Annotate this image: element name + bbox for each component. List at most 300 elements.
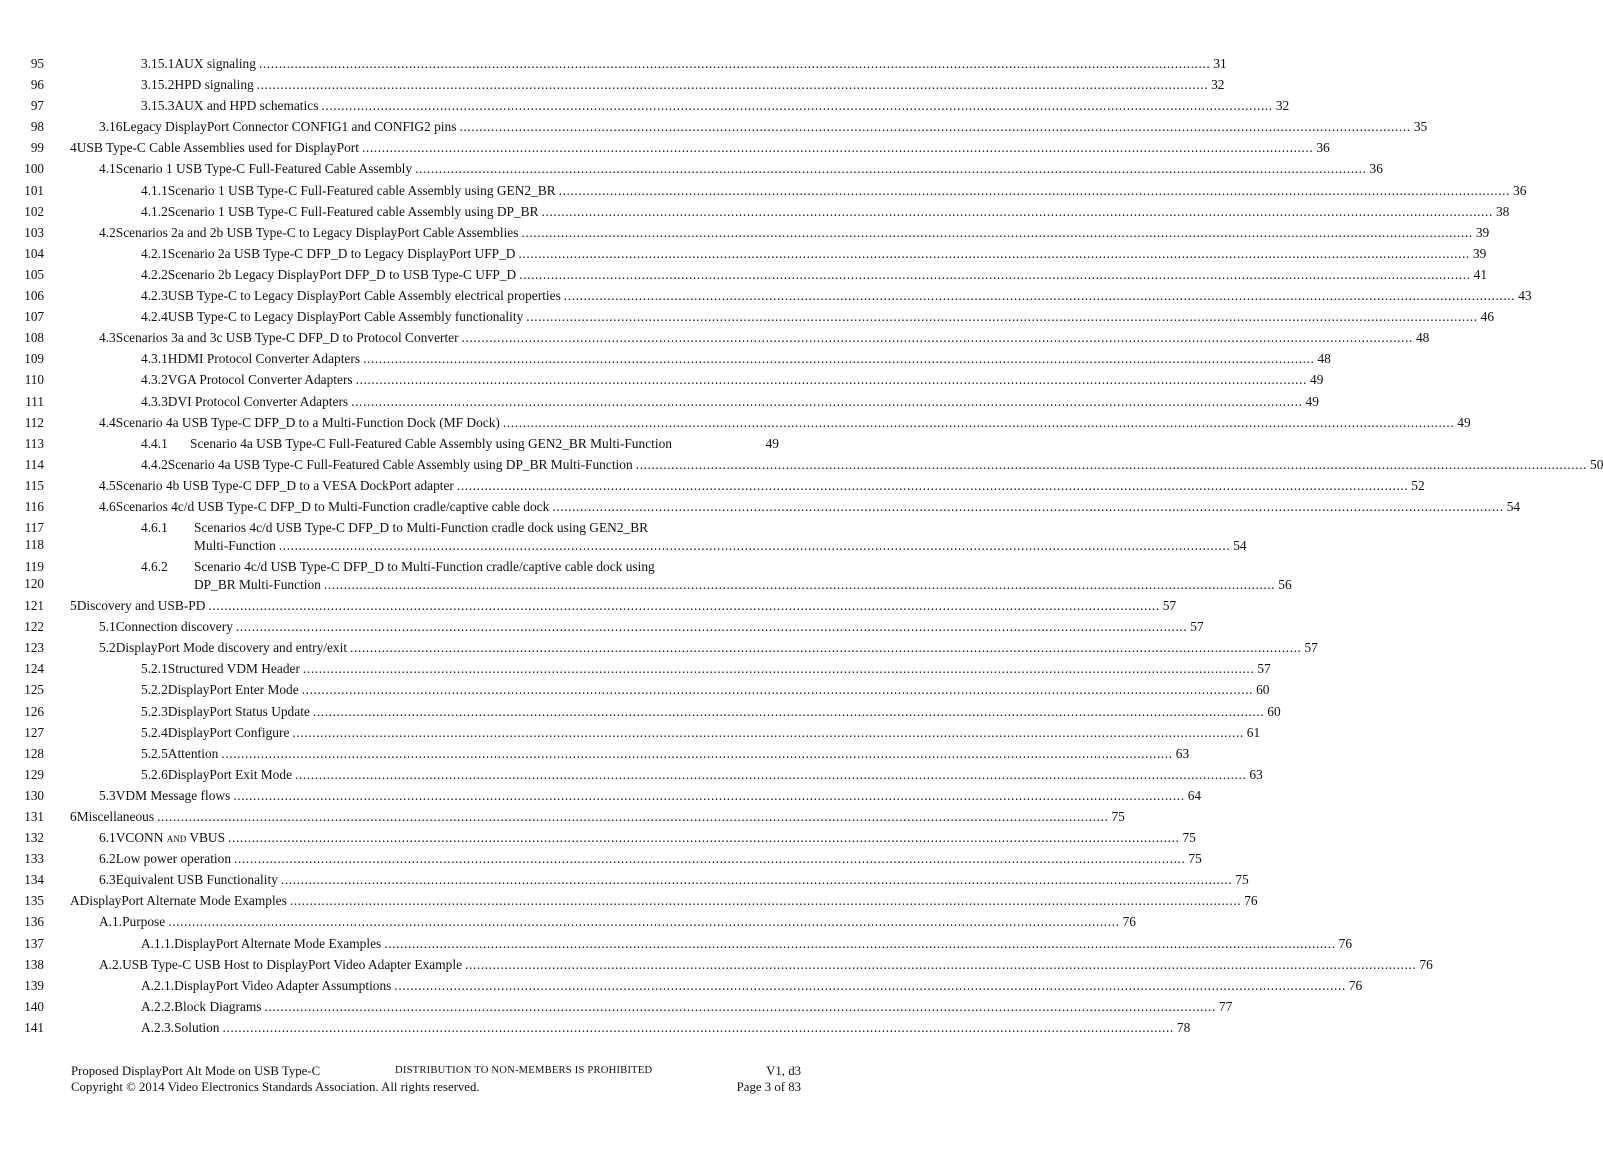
toc-row	[0, 349, 1331, 370]
line-number: 132	[24, 830, 44, 846]
dot-leader	[462, 331, 1413, 344]
toc-row	[0, 828, 1196, 849]
toc-row	[0, 54, 1227, 75]
dot-leader	[295, 768, 1246, 781]
toc-entry[interactable]	[141, 1019, 1191, 1035]
dot-leader	[324, 578, 1275, 591]
toc-page-number: 46	[1480, 309, 1495, 325]
toc-section-number: 4	[70, 140, 77, 156]
toc-row	[0, 392, 1319, 413]
dot-leader	[303, 662, 1254, 675]
toc-title: Miscellaneous	[76, 809, 155, 824]
line-number: 128	[24, 745, 44, 761]
toc-title: DVI Protocol Converter Adapters	[167, 393, 349, 409]
dot-leader	[356, 373, 1307, 386]
toc-page-number: 60	[1256, 682, 1270, 698]
toc-row	[0, 75, 1225, 96]
toc-section-number: 4.4	[99, 414, 116, 430]
line-number: 97	[30, 98, 44, 114]
toc-page-number: 39	[1472, 245, 1487, 261]
toc-row	[0, 117, 1428, 138]
toc-section-number: 4.4.2	[141, 456, 168, 472]
toc-title: Scenario 1 USB Type-C Full-Featured cable Assembly using DP_BR	[167, 203, 539, 219]
toc-page-number: 76	[1122, 914, 1136, 930]
toc-section-number: 5.2.3	[141, 703, 168, 719]
toc-page-number: 32	[1275, 98, 1290, 114]
toc-page-number: 48	[1415, 330, 1430, 346]
toc-title: Scenarios 4c/d USB Type-C DFP_D to Multi-Function cradle/captive cable dock	[115, 498, 550, 514]
toc-page-number: 54	[1233, 538, 1247, 554]
toc-entry[interactable]	[141, 393, 1319, 409]
toc-section-number: 3.15.2	[141, 77, 175, 93]
toc-entry[interactable]	[141, 745, 1190, 761]
toc-row	[0, 680, 1270, 701]
dot-leader	[302, 683, 1253, 696]
toc-entry[interactable]	[99, 914, 1136, 930]
toc-row	[0, 891, 1258, 912]
toc-entry[interactable]	[141, 203, 1510, 219]
toc-title: Scenario 2b Legacy DisplayPort DFP_D to USB Type-C UFP_D	[167, 266, 517, 282]
toc-entry[interactable]	[141, 682, 1270, 698]
toc-row	[0, 557, 1292, 596]
toc-row	[0, 1018, 1191, 1039]
dot-leader	[350, 641, 1301, 654]
toc-page-number: 41	[1473, 266, 1488, 282]
toc-row	[0, 202, 1510, 223]
toc-title: Scenario 4b USB Type-C DFP_D to a VESA DockPort adapter	[115, 477, 454, 493]
toc-row	[0, 807, 1125, 828]
toc-entry[interactable]	[141, 456, 1603, 472]
toc-page-number: 52	[1411, 477, 1425, 493]
toc-page-number: 57	[1162, 598, 1177, 614]
dot-leader	[526, 310, 1477, 323]
toc-row	[0, 596, 1177, 617]
toc-row	[0, 976, 1363, 997]
toc-page-number: 57	[1190, 619, 1204, 635]
toc-section-number: 4.1.1	[141, 182, 168, 198]
dot-leader	[208, 599, 1159, 612]
line-number: 121	[24, 598, 44, 614]
line-number: 135	[24, 893, 44, 909]
line-number: 113	[24, 435, 44, 451]
toc-row	[0, 955, 1433, 976]
toc-section-number: 4.2.2	[141, 266, 168, 282]
toc-section-number: 5.2.5	[141, 745, 168, 761]
dot-leader	[552, 500, 1503, 513]
dot-leader	[459, 120, 1410, 133]
toc-entry[interactable]	[141, 98, 1290, 114]
dot-leader	[228, 831, 1179, 844]
toc-row	[0, 744, 1190, 765]
dot-leader	[559, 184, 1510, 197]
toc-title: Scenario 4a USB Type-C Full-Featured Cable Assembly using DP_BR Multi-Function	[167, 456, 633, 472]
toc-section-number: A.2.3.	[141, 1019, 175, 1035]
line-number: 103	[24, 224, 44, 240]
toc-page-number: 61	[1246, 724, 1261, 740]
line-number: 122	[24, 619, 44, 635]
toc-title: DisplayPort Alternate Mode Examples	[79, 893, 287, 909]
toc-entry[interactable]	[99, 851, 1202, 867]
toc-entry[interactable]	[99, 477, 1425, 493]
toc-entry[interactable]	[70, 893, 1258, 909]
toc-page-number: 57	[1257, 661, 1271, 677]
toc-page-number: 36	[1316, 140, 1330, 156]
toc-title: Scenarios 4c/d USB Type-C DFP_D to Multi-Function cradle dock using GEN2_BR	[194, 520, 649, 536]
toc-entry[interactable]	[141, 245, 1487, 261]
toc-entry[interactable]	[99, 161, 1383, 177]
toc-entry[interactable]	[99, 787, 1202, 803]
toc-page-number: 75	[1182, 830, 1196, 846]
toc-row	[0, 244, 1487, 265]
toc-row	[0, 638, 1318, 659]
toc-section-number: 4.3	[99, 330, 116, 346]
toc-title: Scenario 4a USB Type-C DFP_D to a Multi-Function Dock (MF Dock)	[115, 414, 500, 430]
page-footer	[71, 1064, 801, 1096]
dot-leader	[521, 226, 1472, 239]
toc-entry[interactable]	[141, 998, 1233, 1014]
toc-title: Scenario 2a USB Type-C DFP_D to Legacy DisplayPort UFP_D	[167, 245, 516, 261]
toc-section-number: 4.6	[99, 498, 116, 514]
toc-entry[interactable]	[99, 498, 1521, 514]
toc-page-number: 76	[1244, 893, 1258, 909]
line-number: 112	[24, 414, 44, 430]
line-number: 108	[24, 330, 44, 346]
toc-page-number: 75	[1188, 851, 1202, 867]
toc-section-number: 5.2.1	[141, 661, 168, 677]
toc-title: Block Diagrams	[174, 998, 262, 1014]
toc-section-number: A.2.	[99, 956, 123, 972]
dot-leader	[168, 915, 1119, 928]
toc-page-number: 32	[1211, 77, 1225, 93]
line-number: 104	[24, 245, 44, 261]
toc-entry[interactable]	[141, 977, 1363, 993]
toc-section-number: A.1.	[99, 914, 123, 930]
toc-entry[interactable]	[99, 119, 1428, 135]
toc-page-number: 49	[1310, 372, 1324, 388]
toc-section-number: A	[70, 893, 80, 909]
toc-title: Scenario 4c/d USB Type-C DFP_D to Multi-Function cradle/captive cable dock using	[194, 559, 655, 575]
toc-title: Purpose	[122, 914, 166, 930]
toc-title-continued: DP_BR Multi-Function	[194, 577, 321, 593]
toc-entry[interactable]	[99, 330, 1430, 346]
toc-row	[0, 159, 1383, 180]
line-number: 131	[24, 809, 44, 824]
line-number: 125	[24, 682, 44, 698]
toc-title: HDMI Protocol Converter Adapters	[167, 351, 361, 367]
dot-leader	[457, 479, 1408, 492]
toc-section-number: 4.3.3	[141, 393, 168, 409]
toc-page-number: 49	[1305, 393, 1319, 409]
toc-entry[interactable]	[70, 140, 1330, 156]
toc-section-number: A.2.1.	[141, 977, 175, 993]
toc-page-number: 31	[1213, 56, 1227, 71]
toc-title: Attention	[167, 745, 219, 761]
line-number: 126	[24, 703, 44, 719]
dot-leader	[636, 458, 1587, 471]
toc-title: VCONN and VBUS	[115, 830, 226, 846]
dot-leader	[292, 726, 1243, 739]
toc-page-number: 56	[1278, 577, 1292, 593]
toc-page-number: 64	[1187, 787, 1202, 803]
line-number: 105	[24, 266, 44, 282]
toc-section-number: 4.1	[99, 161, 116, 177]
dot-leader	[279, 539, 1230, 552]
dot-leader	[363, 352, 1314, 365]
toc-page-number: 77	[1218, 998, 1233, 1014]
toc-entry[interactable]	[141, 372, 1324, 388]
line-number: 98	[30, 119, 44, 135]
toc-entry[interactable]	[141, 520, 1247, 554]
toc-title: Legacy DisplayPort Connector CONFIG1 and CONFIG2 pins	[122, 119, 457, 135]
toc-page-number: 63	[1175, 745, 1190, 761]
toc-row	[0, 370, 1324, 391]
toc-title: Solution	[174, 1019, 220, 1035]
line-number: 118	[24, 537, 44, 553]
dot-leader	[234, 852, 1185, 865]
toc-title-continued: Multi-Function	[194, 538, 276, 554]
dot-leader	[221, 747, 1172, 760]
dot-leader	[564, 289, 1515, 302]
toc-title: Scenario 1 USB Type-C Full-Featured Cable Assembly	[115, 161, 413, 177]
toc-section-number: 4.6.2	[141, 559, 168, 575]
toc-title: DisplayPort Status Update	[167, 703, 310, 719]
line-number: 141	[24, 1019, 44, 1035]
toc-entry[interactable]	[141, 935, 1353, 951]
line-number: 123	[24, 640, 44, 656]
line-number: 111	[25, 393, 44, 409]
toc-entry[interactable]	[99, 224, 1490, 240]
toc-section-number: 5	[70, 598, 77, 614]
toc-title: USB Type-C to Legacy DisplayPort Cable Assembly functionality	[167, 309, 524, 325]
toc-entry[interactable]	[141, 724, 1261, 740]
toc-row	[0, 659, 1271, 680]
toc-entry[interactable]	[99, 872, 1249, 888]
line-number: 127	[24, 724, 44, 740]
line-number: 129	[24, 766, 44, 782]
toc-page-number: 76	[1338, 935, 1353, 951]
toc-title: Equivalent USB Functionality	[115, 872, 278, 888]
footer-version: V1, d3	[766, 1064, 801, 1078]
line-number: 115	[24, 477, 44, 493]
toc-page-number: 36	[1369, 161, 1383, 177]
toc-row	[0, 765, 1263, 786]
toc-row	[0, 518, 1247, 557]
toc-page-number: 39	[1475, 224, 1490, 240]
toc-row	[0, 849, 1202, 870]
toc-title: DisplayPort Mode discovery and entry/exit	[115, 640, 348, 656]
toc-row	[0, 286, 1532, 307]
line-number: 99	[30, 140, 44, 156]
toc-title: HPD signaling	[174, 77, 254, 93]
toc-entry[interactable]	[141, 351, 1331, 367]
toc-entry[interactable]	[141, 703, 1281, 719]
toc-row	[0, 723, 1261, 744]
dot-leader	[321, 99, 1272, 112]
toc-section-number: 4.5	[99, 477, 116, 493]
toc-title: DisplayPort Alternate Mode Examples	[174, 935, 382, 951]
dot-leader	[384, 937, 1335, 950]
dot-leader	[542, 205, 1493, 218]
dot-leader	[259, 57, 1210, 70]
toc-page-number: 75	[1235, 872, 1249, 888]
toc-section-number: 5.2	[99, 640, 116, 656]
dot-leader	[503, 416, 1454, 429]
toc-section-number: 4.3.1	[141, 351, 168, 367]
dot-leader	[362, 141, 1313, 154]
toc-section-number: 4.2.4	[141, 309, 168, 325]
toc-entry[interactable]	[99, 619, 1204, 635]
toc-section-number: 3.15.1	[141, 56, 175, 71]
toc-row	[0, 413, 1471, 434]
line-number: 100	[24, 161, 44, 177]
toc-section-number: 4.3.2	[141, 372, 168, 388]
toc-entry[interactable]	[141, 77, 1225, 93]
toc-section-number: 4.6.1	[141, 520, 168, 536]
toc-title: Structured VDM Header	[167, 661, 300, 677]
toc-title: AUX and HPD schematics	[174, 98, 319, 114]
toc-title: Connection discovery	[115, 619, 233, 635]
toc-entry[interactable]	[141, 56, 1227, 71]
toc-entry[interactable]	[141, 437, 779, 450]
toc-section-number: 3.15.3	[141, 98, 175, 114]
line-number: 109	[24, 351, 44, 367]
toc-row	[0, 307, 1495, 328]
toc-section-number: 6.1	[99, 830, 116, 846]
line-number: 117	[24, 520, 44, 536]
toc-title: AUX signaling	[174, 56, 256, 71]
dot-leader	[257, 78, 1208, 91]
toc-title: USB Type-C USB Host to DisplayPort Video Adapter Example	[122, 956, 463, 972]
toc-section-number: 3.16	[99, 119, 123, 135]
line-number: 139	[24, 977, 44, 993]
toc-section-number: 5.3	[99, 787, 116, 803]
toc-row	[0, 702, 1281, 723]
dot-leader	[313, 705, 1264, 718]
toc-page-number: 54	[1506, 498, 1521, 514]
toc-row	[0, 786, 1202, 807]
toc-section-number: 6.3	[99, 872, 116, 888]
toc-section-number: 4.2	[99, 224, 116, 240]
toc-page-number: 49	[765, 435, 779, 451]
toc-section-number: A.1.1.	[141, 935, 175, 951]
dot-leader	[157, 810, 1108, 823]
toc-entry[interactable]	[141, 309, 1495, 325]
toc-page-number: 48	[1317, 351, 1331, 367]
toc-page-number: 63	[1249, 766, 1263, 782]
toc-page-number: 76	[1348, 977, 1363, 993]
footer-doc-title: Proposed DisplayPort Alt Mode on USB Type-C	[71, 1064, 321, 1078]
toc-entry[interactable]	[141, 661, 1271, 677]
footer-page-number: Page 3 of 83	[736, 1080, 801, 1094]
line-number: 130	[24, 787, 44, 803]
line-number: 106	[24, 288, 44, 304]
toc-entry[interactable]	[99, 956, 1433, 972]
toc-entry[interactable]	[141, 288, 1532, 304]
toc-section-number: 6	[70, 809, 77, 824]
toc-title: Scenarios 2a and 2b USB Type-C to Legacy DisplayPort Cable Assemblies	[115, 224, 519, 240]
toc-title: DisplayPort Enter Mode	[167, 682, 299, 698]
toc-row	[0, 476, 1425, 497]
toc-entry[interactable]	[141, 766, 1263, 782]
toc-row	[0, 181, 1527, 202]
toc-title: DisplayPort Configure	[167, 724, 290, 740]
toc-row	[0, 617, 1204, 638]
toc-title: USB Type-C Cable Assemblies used for DisplayPort	[76, 140, 359, 156]
toc-page-number: 60	[1267, 703, 1281, 719]
toc-row	[0, 870, 1249, 891]
dot-leader	[233, 789, 1184, 802]
toc-entry[interactable]	[99, 640, 1318, 656]
dot-leader	[351, 395, 1302, 408]
toc-entry[interactable]	[70, 598, 1177, 614]
toc-entry[interactable]	[70, 809, 1125, 824]
dot-leader	[223, 1021, 1174, 1034]
toc-section-number: 5.2.6	[141, 766, 168, 782]
dot-leader	[236, 620, 1187, 633]
line-number: 107	[24, 309, 44, 325]
table-of-contents	[0, 54, 1603, 1039]
dot-leader	[518, 247, 1469, 260]
toc-row	[0, 497, 1521, 518]
toc-row	[0, 96, 1290, 117]
toc-entry[interactable]	[99, 830, 1196, 846]
toc-section-number: 5.2.4	[141, 724, 168, 740]
toc-row	[0, 434, 893, 455]
toc-title: Scenarios 3a and 3c USB Type-C DFP_D to Protocol Converter	[115, 330, 459, 346]
line-number: 96	[30, 77, 44, 93]
toc-title: DisplayPort Video Adapter Assumptions	[174, 977, 392, 993]
line-number: 138	[24, 956, 44, 972]
toc-row	[0, 265, 1488, 286]
toc-page-number: 76	[1419, 956, 1433, 972]
line-number: 140	[24, 998, 44, 1014]
dot-leader	[465, 958, 1416, 971]
toc-title: Low power operation	[115, 851, 232, 867]
toc-title: USB Type-C to Legacy DisplayPort Cable Assembly electrical properties	[167, 288, 561, 304]
toc-page-number: 36	[1513, 182, 1527, 198]
toc-title: Discovery and USB-PD	[76, 598, 206, 614]
toc-page-number: 35	[1413, 119, 1428, 135]
line-number: 137	[24, 935, 44, 951]
toc-title: Scenario 1 USB Type-C Full-Featured cable Assembly using GEN2_BR	[167, 182, 556, 198]
line-number: 101	[24, 182, 44, 198]
toc-entry[interactable]	[141, 266, 1488, 282]
footer-distribution-notice: DISTRIBUTION TO NON-MEMBERS IS PROHIBITED	[395, 1065, 653, 1076]
dot-leader	[415, 162, 1366, 175]
toc-page-number: 78	[1176, 1019, 1191, 1035]
toc-title: Scenario 4a USB Type-C Full-Featured Cable Assembly using GEN2_BR Multi-Function	[190, 435, 672, 451]
line-number: 119	[24, 559, 44, 575]
toc-section-number: 4.1.2	[141, 203, 168, 219]
toc-section-number: 5.1	[99, 619, 116, 635]
toc-entry[interactable]	[141, 559, 1292, 593]
line-number: 116	[24, 498, 44, 514]
toc-section-number: 4.2.3	[141, 288, 168, 304]
toc-entry[interactable]	[141, 182, 1527, 198]
toc-section-number: 5.2.2	[141, 682, 168, 698]
dot-leader	[519, 268, 1470, 281]
toc-section-number: 4.4.1	[141, 435, 168, 451]
toc-section-number: 4.2.1	[141, 245, 168, 261]
toc-entry[interactable]	[99, 414, 1471, 430]
toc-row	[0, 455, 1603, 476]
footer-copyright: Copyright © 2014 Video Electronics Standards Association. All rights reserved.	[71, 1080, 480, 1094]
line-number: 95	[30, 56, 44, 71]
toc-row	[0, 138, 1330, 159]
line-number: 124	[24, 661, 44, 677]
dot-leader	[394, 979, 1345, 992]
toc-row	[0, 997, 1233, 1018]
